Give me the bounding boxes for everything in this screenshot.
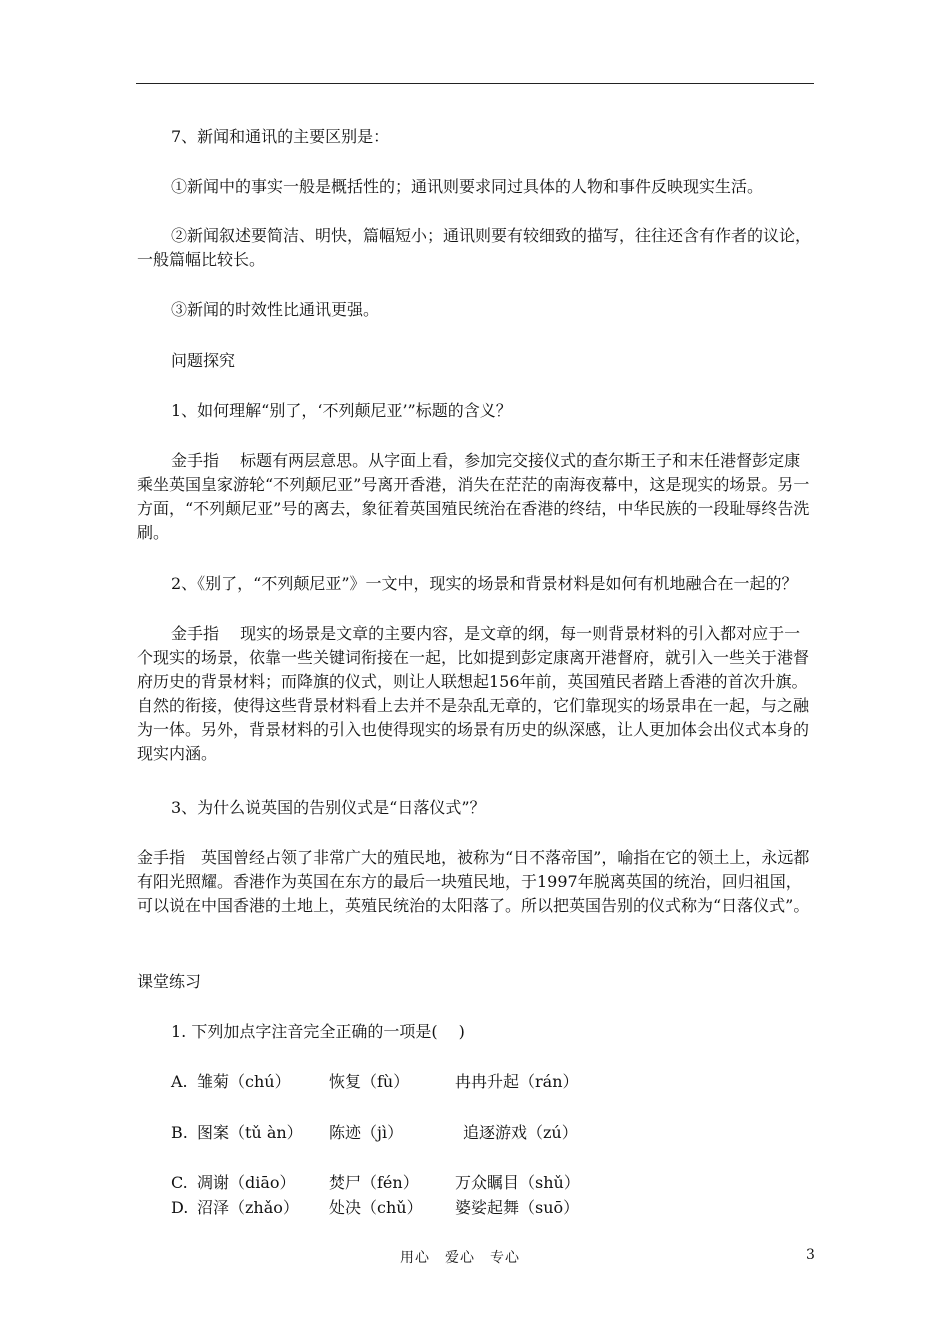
answer-3: 金手指 英国曾经占领了非常广大的殖民地，被称为“日不落帝国”，喻指在它的领土上，永远都有阳光照耀。香港作为英国在东方的最后一块殖民地，于1997年脱离英国的统治，回归祖国，可以说在中国香港的土地上，英殖民统治的太阳落了。所以把英国告别的仪式称为“日落仪式”。 [137, 848, 810, 915]
option-word-3: 冉冉升起（rán） [455, 1072, 579, 1091]
section-heading-practice: 课堂练习 [137, 972, 202, 991]
point7-item-3: ③新闻的时效性比通讯更强。 [171, 300, 380, 319]
option-word-1: 雏菊（chú） [197, 1072, 291, 1091]
option-word-1: 图案（tǔ àn） [197, 1123, 303, 1142]
page-number: 3 [806, 1247, 815, 1263]
option-label: A. [171, 1072, 188, 1091]
question-3: 3、为什么说英国的告别仪式是“日落仪式”？ [171, 798, 486, 817]
footer-motto: 用心 爱心 专心 [400, 1250, 520, 1266]
question-1: 1、如何理解“别了，‘不列颠尼亚’”标题的含义？ [171, 401, 512, 420]
option-word-3: 婆娑起舞（suō） [455, 1198, 580, 1217]
option-label: C. [171, 1173, 188, 1192]
point7-item-1: ①新闻中的事实一般是概括性的；通讯则要求同过具体的人物和事件反映现实生活。 [171, 177, 764, 196]
answer-2: 金手指 现实的场景是文章的主要内容，是文章的纲，每一则背景材料的引入都对应于一个现实的场景，依靠一些关键词衔接在一起，比如提到彭定康离开港督府，就引入一些关于港督府历史的背景材料；而降旗的仪式，则让人联想起156年前，英国殖民者踏上香港的首次升旗。自然的衔接，使得这些背景材料看上去并不是杂乱无章的，它们靠现实的场景串在一起，与之融为一体。另外，背景材料的引入也使得现实的场景有历史的纵深感，让人更加体会出仪式本身的现实内涵。 [137, 624, 810, 763]
option-label: D. [171, 1198, 189, 1217]
point7-title: 7、新闻和通讯的主要区别是： [171, 127, 390, 146]
option-word-3: 追逐游戏（zú） [463, 1123, 578, 1142]
option-word-3: 万众瞩目（shǔ） [455, 1173, 580, 1192]
question-2: 2、《别了，“不列颠尼亚”》一文中，现实的场景和背景材料是如何有机地融合在一起的？ [171, 574, 798, 593]
option-d [171, 1196, 791, 1220]
section-heading-inquiry: 问题探究 [171, 351, 236, 370]
option-word-1: 凋谢（diāo） [197, 1173, 296, 1192]
option-a [171, 1070, 791, 1094]
option-word-2: 恢复（fù） [329, 1072, 410, 1091]
option-word-1: 沼泽（zhǎo） [197, 1198, 299, 1217]
answer-1: 金手指 标题有两层意思。从字面上看，参加完交接仪式的查尔斯王子和末任港督彭定康乘坐英国皇家游轮“不列颠尼亚”号离开香港，消失在茫茫的南海夜幕中，这是现实的场景。另一方面，“不列颠尼亚”号的离去，象征着英国殖民统治在香港的终结，中华民族的一段耻辱终告洗刷。 [137, 451, 810, 542]
exercise-1: 1. 下列加点字注音完全正确的一项是( ) [171, 1022, 465, 1041]
header-rule [136, 83, 814, 84]
option-label: B. [171, 1123, 188, 1142]
option-word-2: 焚尸（fén） [329, 1173, 419, 1192]
option-word-2: 处决（chǔ） [329, 1198, 423, 1217]
option-c [171, 1171, 791, 1195]
option-word-2: 陈迹（jì） [329, 1123, 404, 1142]
option-b [171, 1121, 791, 1145]
point7-item-2: ②新闻叙述要简洁、明快，篇幅短小；通讯则要有较细致的描写，往往还含有作者的议论，一般篇幅比较长。 [137, 226, 812, 269]
